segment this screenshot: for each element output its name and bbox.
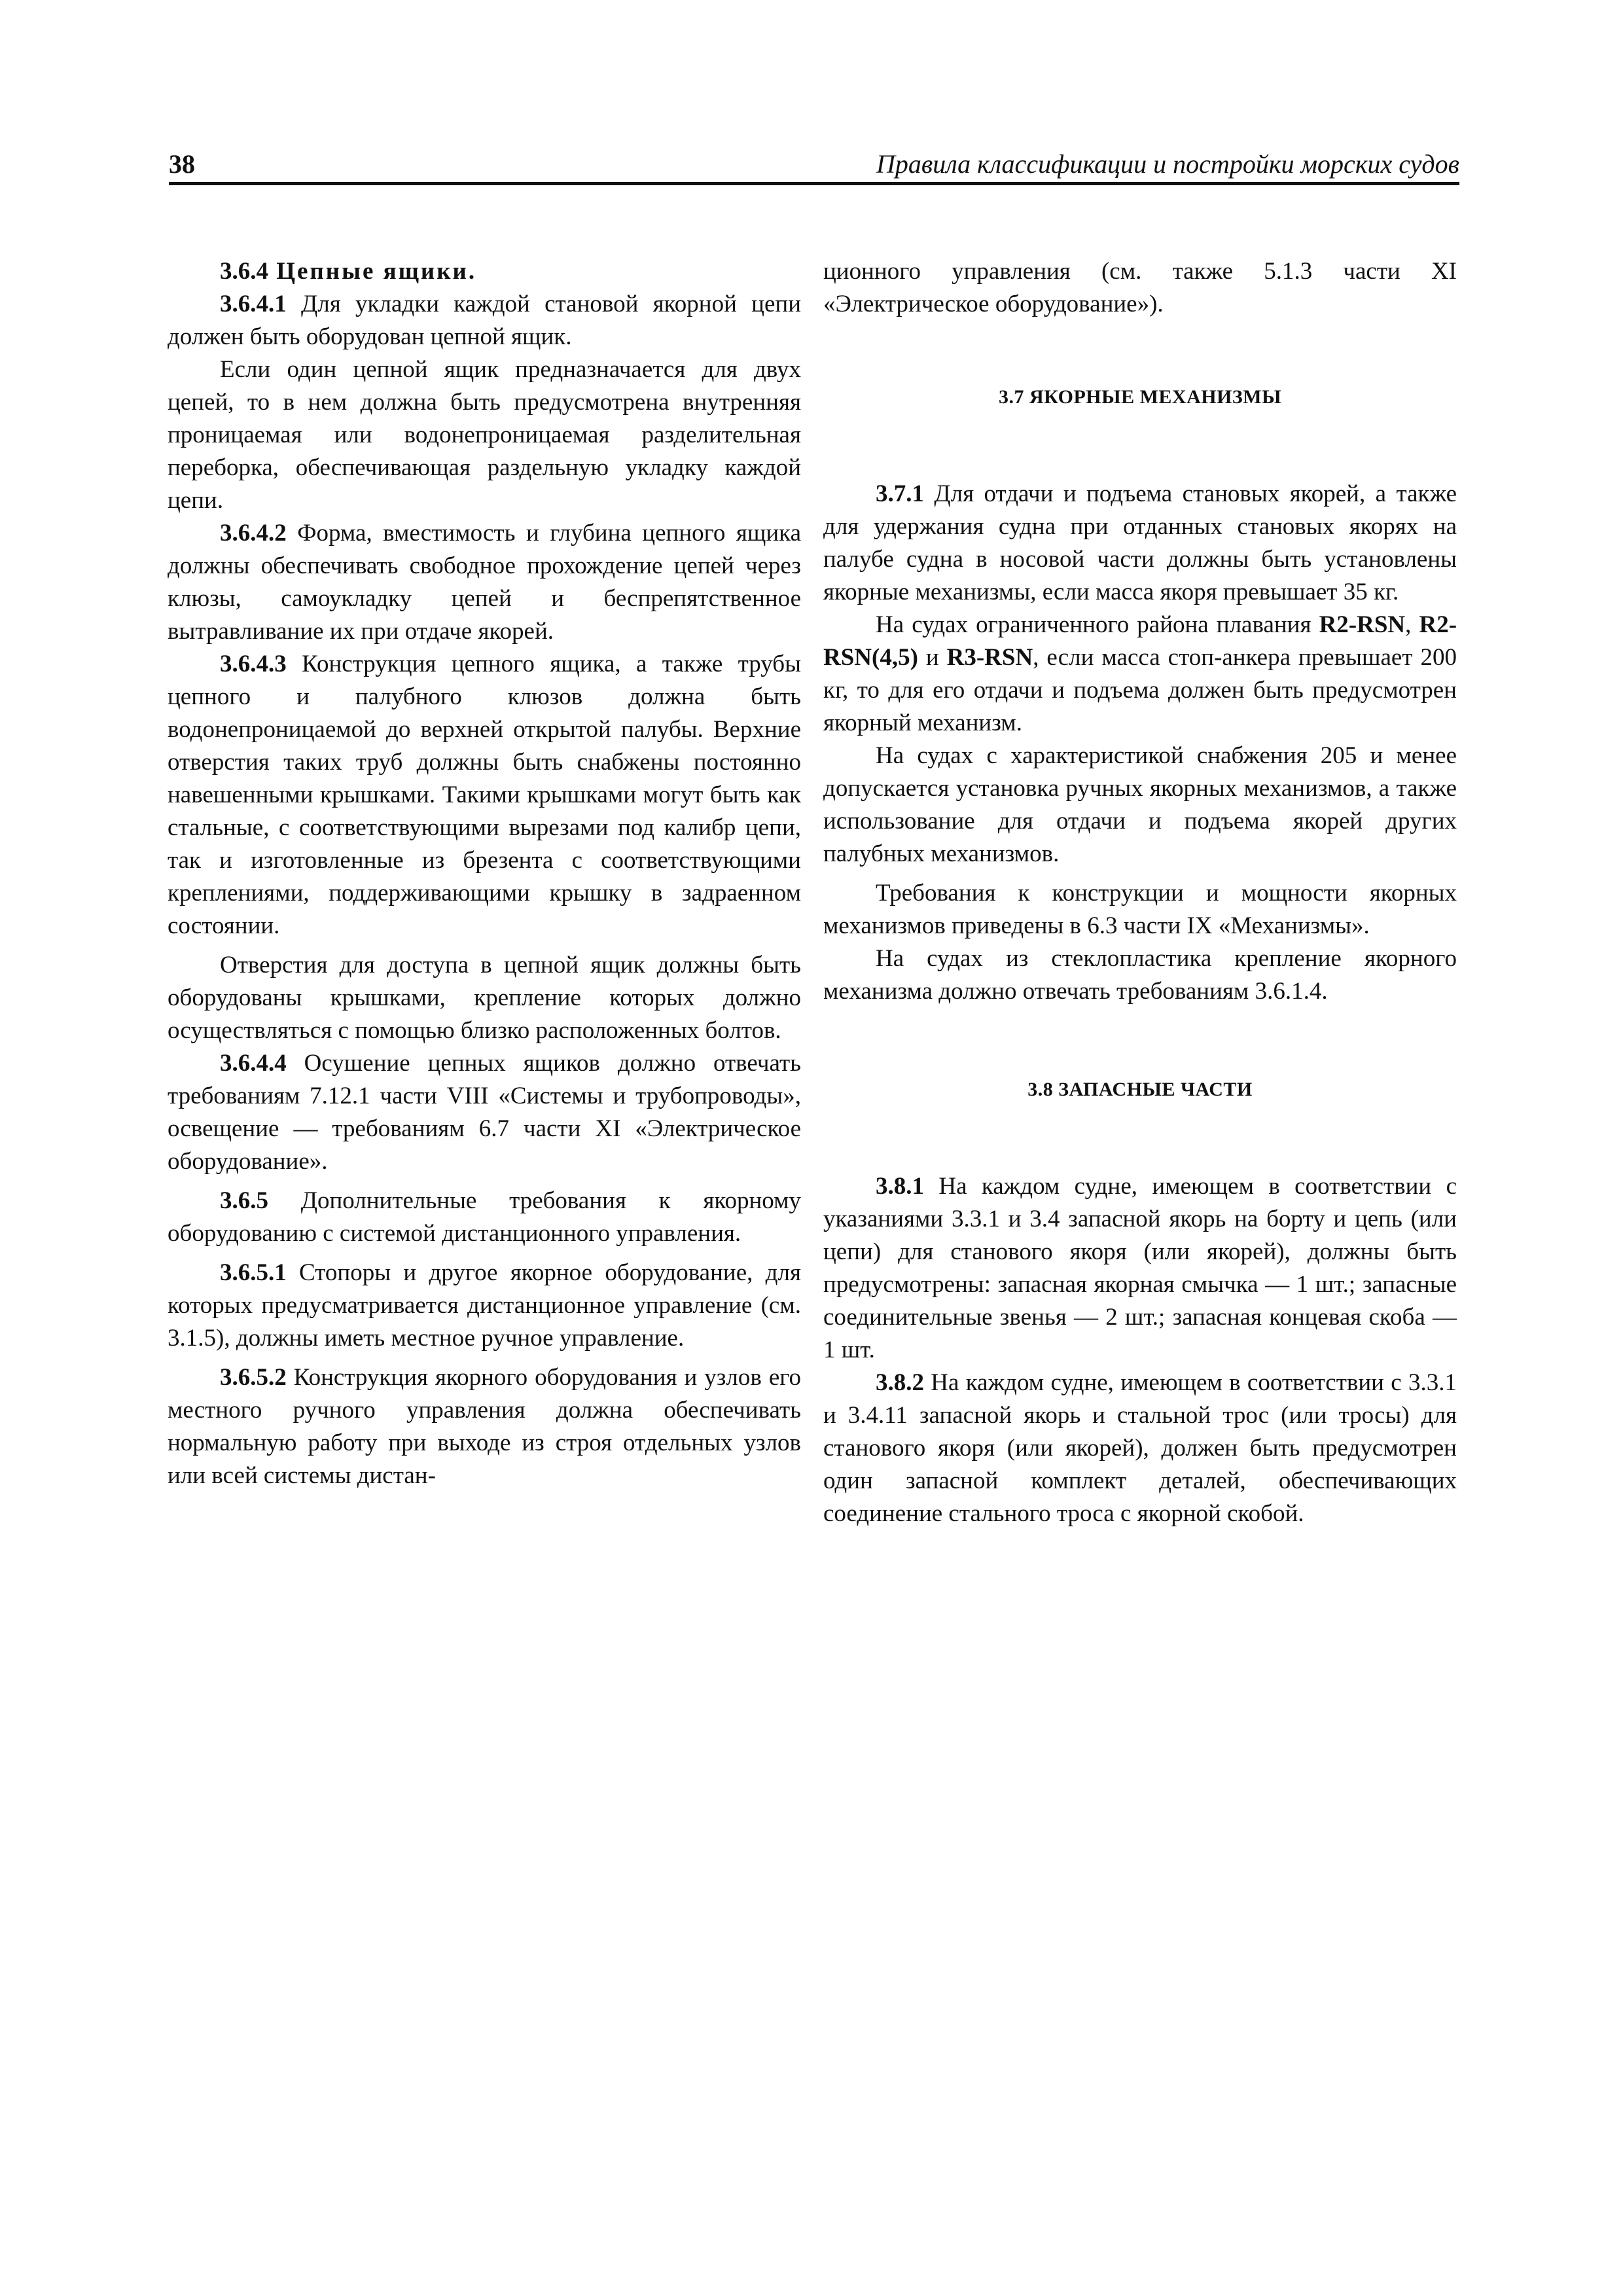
clause-number: 3.6.4.4: [220, 1050, 287, 1077]
heading-3-6-4: [168, 255, 801, 288]
text-run: и: [918, 644, 947, 671]
paragraph-two-chains: Если один цепной ящик предназначается для двух цепей, то в нем должна быть предусмотрена внутренняя проницаемая или водонепроницаемая разделительная переборка, обеспечивающая раздельную укладку каждой цепи.: [168, 356, 801, 514]
clause-text: Стопоры и другое якорное оборудование, для которых предусматривается дистанционное управление (см. 3.1.5), должны иметь местное ручное управление.: [168, 1259, 801, 1352]
text-run: На судах ограниченного района плавания: [876, 611, 1319, 638]
class-notation: R2-RSN(4,5): [823, 611, 1457, 671]
clause-text: Конструкция якорного оборудования и узлов его местного ручного управления должна обеспечивать нормальную работу при выходе из строя отдельных узлов или всей системы дистан-: [168, 1364, 801, 1489]
clause-3-8-2: [823, 1367, 1457, 1530]
clause-number: 3.6.5.1: [220, 1259, 287, 1286]
clause-title: Цепные ящики.: [268, 258, 477, 285]
clause-number: 3.8.1: [876, 1173, 924, 1200]
clause-text: Для укладки каждой становой якорной цепи должен быть оборудован цепной ящик.: [168, 291, 801, 350]
section-title-3-8: 3.8 ЗАПАСНЫЕ ЧАСТИ: [1027, 1079, 1253, 1100]
clause-number: 3.8.2: [876, 1369, 924, 1396]
clause-text: Дополнительные требования к якорному оборудованию с системой дистанционного управления.: [168, 1187, 801, 1247]
paragraph-continuation: ционного управления (см. также 5.1.3 части XI «Электрическое оборудование»).: [823, 258, 1457, 317]
clause-number: 3.6.4.1: [220, 291, 287, 317]
clause-text: Осушение цепных ящиков должно отвечать требованиям 7.12.1 части VIII «Системы и трубопроводы», освещение — требованиям 6.7 части XI «Электрическое оборудование».: [168, 1050, 801, 1175]
clause-3-6-4-1: [168, 288, 801, 353]
paragraph-access-openings: Отверстия для доступа в цепной ящик должны быть оборудованы крышками, крепление которых должно осуществляться с помощью близко расположенных болтов.: [168, 952, 801, 1044]
clause-3-6-4-3: [168, 648, 801, 942]
text-run: ,: [1405, 611, 1419, 638]
clause-text: На каждом судне, имеющем в соответствии с 3.3.1 и 3.4.11 запасной якорь и стальной трос (или тросы) для станового якоря (или якорей), должен быть предусмотрен один запасной комплект деталей, обеспечивающих соединение стального троса с якорной скобой.: [823, 1369, 1457, 1527]
clause-number: 3.6.4.2: [220, 520, 287, 547]
text-run: , если масса стоп-анкера превышает 200 кг, то для его отдачи и подъема должен быть предусмотрен якорный механизм.: [823, 644, 1457, 736]
page-header: [169, 143, 1459, 185]
section-title-3-7: 3.7 ЯКОРНЫЕ МЕХАНИЗМЫ: [998, 386, 1282, 408]
paragraph-fiberglass: На судах из стеклопластика крепление якорного механизма должно отвечать требованиям 3.6.1.4.: [823, 945, 1457, 1005]
paragraph-requirements: Требования к конструкции и мощности якорных механизмов приведены в 6.3 части IX «Механизмы».: [823, 880, 1457, 939]
clause-number: 3.6.5: [220, 1187, 268, 1214]
paragraph-equipment-number: На судах с характеристикой снабжения 205 и менее допускается установка ручных якорных механизмов, а также использование для отдачи и подъема якорей других палубных механизмов.: [823, 742, 1457, 867]
clause-3-6-5-1: [168, 1257, 801, 1355]
clause-number: 3.6.4: [220, 258, 268, 285]
clause-number: 3.6.5.2: [220, 1364, 287, 1391]
clause-3-6-4-4: [168, 1047, 801, 1178]
clause-text: На каждом судне, имеющем в соответствии с указаниями 3.3.1 и 3.4 запасной якорь на борту и цепь (или цепи) для станового якоря (или якорей), должны быть предусмотрены: запасная якорная смычка — 1 шт.; запасные соединительные звенья — 2 шт.; запасная концевая скоба — 1 шт.: [823, 1173, 1457, 1363]
clause-text: Конструкция цепного ящика, а также трубы цепного и палубного клюзов должна быть водонепроницаемой до верхней открытой палубы. Верхние отверстия таких труб должны быть снабжены постоянно навешенными крышками. Такими крышками могут быть как стальные, с соответствующими вырезами под калибр цепи, так и изготовленные из брезента с соответствующими креплениями, поддерживающими крышку в задраенном состоянии.: [168, 651, 801, 939]
class-notation: R2-RSN: [1319, 611, 1406, 638]
left-column: [168, 255, 801, 1492]
clause-text: Для отдачи и подъема становых якорей, а также для удержания судна при отданных становых якорях на палубе судна в носовой части должны быть установлены якорные механизмы, если масса якоря превышает 35 кг.: [823, 480, 1457, 605]
clause-3-7-1: [823, 478, 1457, 609]
running-title: Правила классификации и постройки морских судов: [876, 149, 1459, 179]
clause-3-6-5: [168, 1185, 801, 1250]
paragraph-limited-area: [823, 609, 1457, 740]
clause-3-8-1: [823, 1170, 1457, 1367]
clause-number: 3.7.1: [876, 480, 924, 507]
right-column: [823, 255, 1457, 1530]
class-notation: R3-RSN: [946, 644, 1033, 671]
clause-text: Форма, вместимость и глубина цепного ящика должны обеспечивать свободное прохождение цепей через клюзы, самоукладку цепей и беспрепятственное вытравливание их при отдаче якорей.: [168, 520, 801, 645]
page-number: 38: [169, 149, 195, 179]
clause-3-6-5-2: [168, 1361, 801, 1492]
clause-3-6-4-2: [168, 517, 801, 648]
clause-number: 3.6.4.3: [220, 651, 287, 677]
